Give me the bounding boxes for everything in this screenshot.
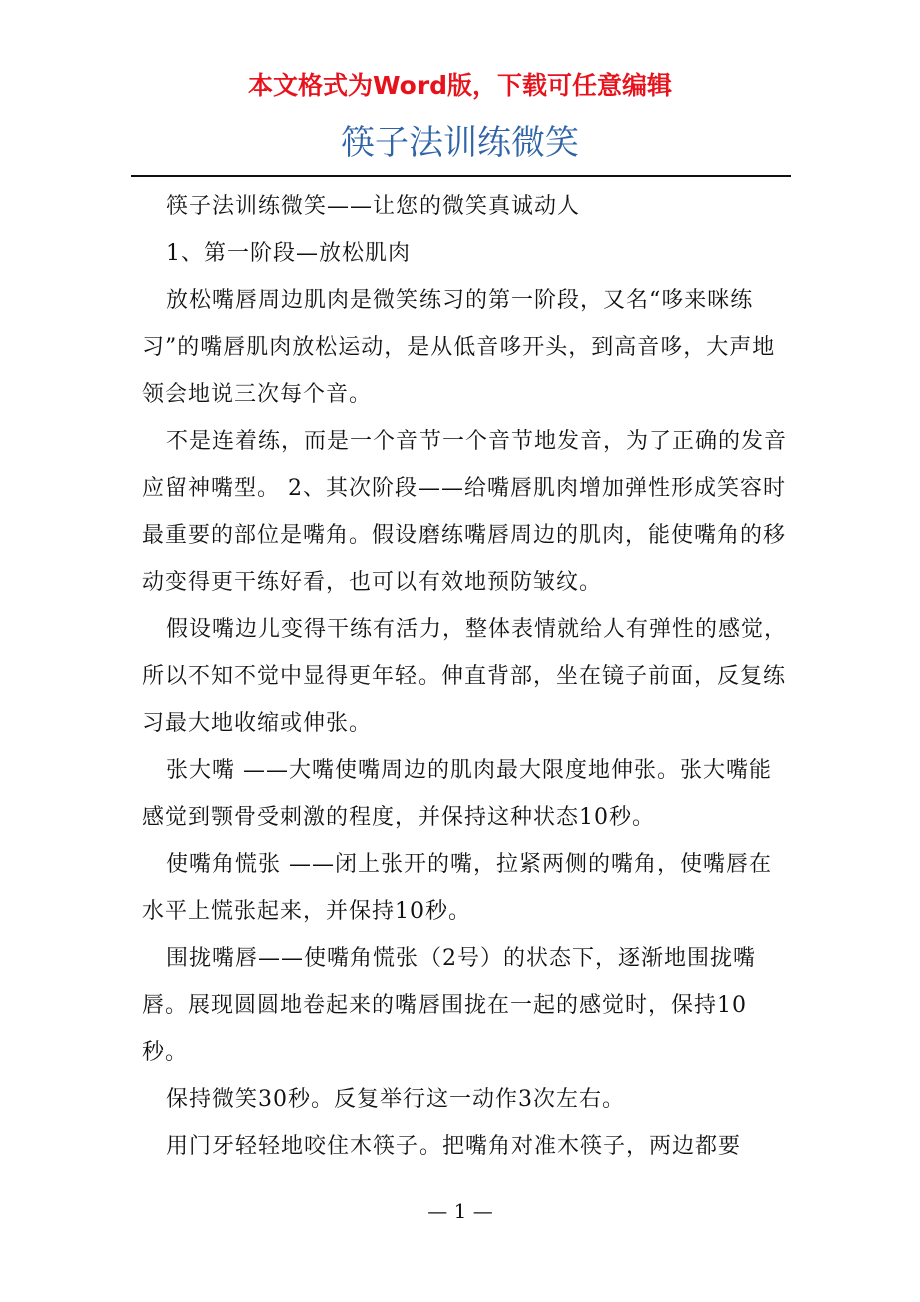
paragraph: 保持微笑30秒。反复举行这一动作3次左右。: [166, 1087, 625, 1112]
paragraph: 围拢嘴唇——使嘴角慌张（2号）的状态下，逐渐地围拢嘴唇。展现圆圆地卷起来的嘴唇围拢在一起的感觉时，保持10秒。: [142, 946, 756, 1065]
paragraph: 假设嘴边儿变得干练有活力，整体表情就给人有弹性的感觉，所以不知不觉中显得更年轻。伸直背部，坐在镜子前面，反复练习最大地收缩或伸张。: [142, 617, 788, 736]
title-divider: [131, 175, 791, 177]
document-body: [142, 183, 792, 1170]
paragraph: 张大嘴 ——大嘴使嘴周边的肌肉最大限度地伸张。张大嘴能感觉到颚骨受刺激的程度，并保持这种状态10秒。: [142, 758, 772, 830]
page-number: — 1 —: [427, 1199, 493, 1223]
download-notice: 本文格式为Word版，下载可任意编辑: [247, 71, 673, 100]
paragraph: 不是连着练，而是一个音节一个音节地发音，为了正确的发音应留神嘴型。 2、其次阶段——给嘴唇肌肉增加弹性形成笑容时最重要的部位是嘴角。假设磨练嘴唇周边的肌肉，能使嘴角的移动变得更干练好看，也可以有效地预防皱纹。: [142, 429, 788, 595]
paragraph-subtitle: 筷子法训练微笑——让您的微笑真诚动人: [166, 194, 581, 219]
paragraph: 用门牙轻轻地咬住木筷子。把嘴角对准木筷子，两边都要: [166, 1134, 742, 1159]
paragraph: 使嘴角慌张 ——闭上张开的嘴，拉紧两侧的嘴角，使嘴唇在水平上慌张起来，并保持10秒。: [142, 852, 772, 924]
document-title: 筷子法训练微笑: [341, 123, 579, 163]
paragraph: 放松嘴唇周边肌肉是微笑练习的第一阶段，又名“哆来咪练习”的嘴唇肌肉放松运动，是从低音哆开头，到高音哆，大声地领会地说三次每个音。: [142, 288, 776, 407]
paragraph-stage-one-heading: 1、第一阶段—放松肌肉: [166, 241, 411, 266]
